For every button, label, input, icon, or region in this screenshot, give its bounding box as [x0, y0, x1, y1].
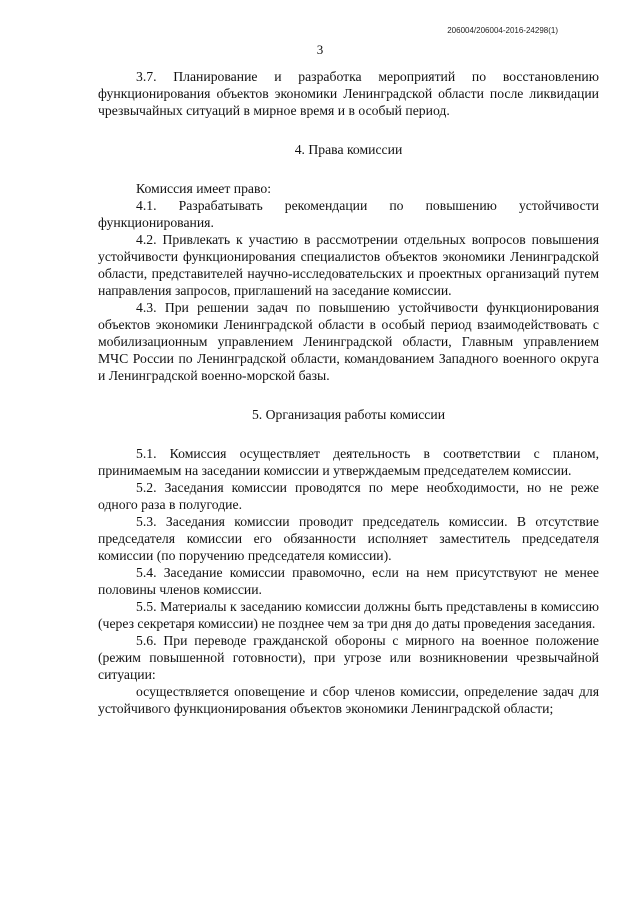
paragraph-4-3: 4.3. При решении задач по повышению устойчивости функционирования объектов экономики Ленинградской области в особый период взаимодействовать с мобилизационным управлением Ленинградской области, Главным управлением МЧС России по Ленинградской области, командованием Западного военного округа и Ленинградской военно-морской базы. [98, 300, 599, 383]
paragraph-5-6: 5.6. При переводе гражданской обороны с мирного на военное положение (режим повышенной готовности), при угрозе или возникновении чрезвычайной ситуации: [98, 633, 599, 682]
paragraph-5-4: 5.4. Заседание комиссии правомочно, если на нем присутствуют не менее половины членов комиссии. [98, 565, 599, 597]
spacer [98, 384, 599, 406]
spacer [98, 119, 599, 141]
document-body [98, 68, 599, 717]
paragraph-4-1: 4.1. Разрабатывать рекомендации по повышению устойчивости функционирования. [98, 198, 599, 230]
document-id: 206004/206004-2016-24298(1) [447, 26, 558, 35]
paragraph-3-7: 3.7. Планирование и разработка мероприятий по восстановлению функционирования объектов экономики Ленинградской области после ликвидации чрезвычайных ситуаций в мирное время и в особый период. [98, 69, 599, 118]
section-heading-4: 4. Права комиссии [294, 142, 403, 157]
paragraph-5-3: 5.3. Заседания комиссии проводит председатель комиссии. В отсутствие председателя комиссии его обязанности исполняет заместитель председателя комиссии (по поручению председателя комиссии). [98, 514, 599, 563]
section-heading-5: 5. Организация работы комиссии [251, 407, 446, 422]
paragraph-5-5: 5.5. Материалы к заседанию комиссии должны быть представлены в комиссию (через секретаря комиссии) не позднее чем за три дня до даты проведения заседания. [98, 599, 599, 631]
paragraph-5-2: 5.2. Заседания комиссии проводятся по мере необходимости, но не реже одного раза в полугодие. [98, 480, 599, 512]
paragraph-4-2: 4.2. Привлекать к участию в рассмотрении отдельных вопросов повышения устойчивости функционирования специалистов объектов экономики Ленинградской области, представителей научно-исследовательских и проектных организаций путем направления запросов, приглашений на заседание комиссии. [98, 232, 599, 298]
paragraph-4-intro: Комиссия имеет право: [136, 181, 272, 196]
page-number: 3 [316, 42, 324, 57]
paragraph-5-1: 5.1. Комиссия осуществляет деятельность в соответствии с планом, принимаемым на заседании комиссии и утверждаемым председателем комиссии. [98, 446, 599, 478]
spacer [98, 158, 599, 180]
spacer [98, 423, 599, 445]
paragraph-5-6-a: осуществляется оповещение и сбор членов комиссии, определение задач для устойчивого функционирования объектов экономики Ленинградской области; [98, 684, 599, 716]
